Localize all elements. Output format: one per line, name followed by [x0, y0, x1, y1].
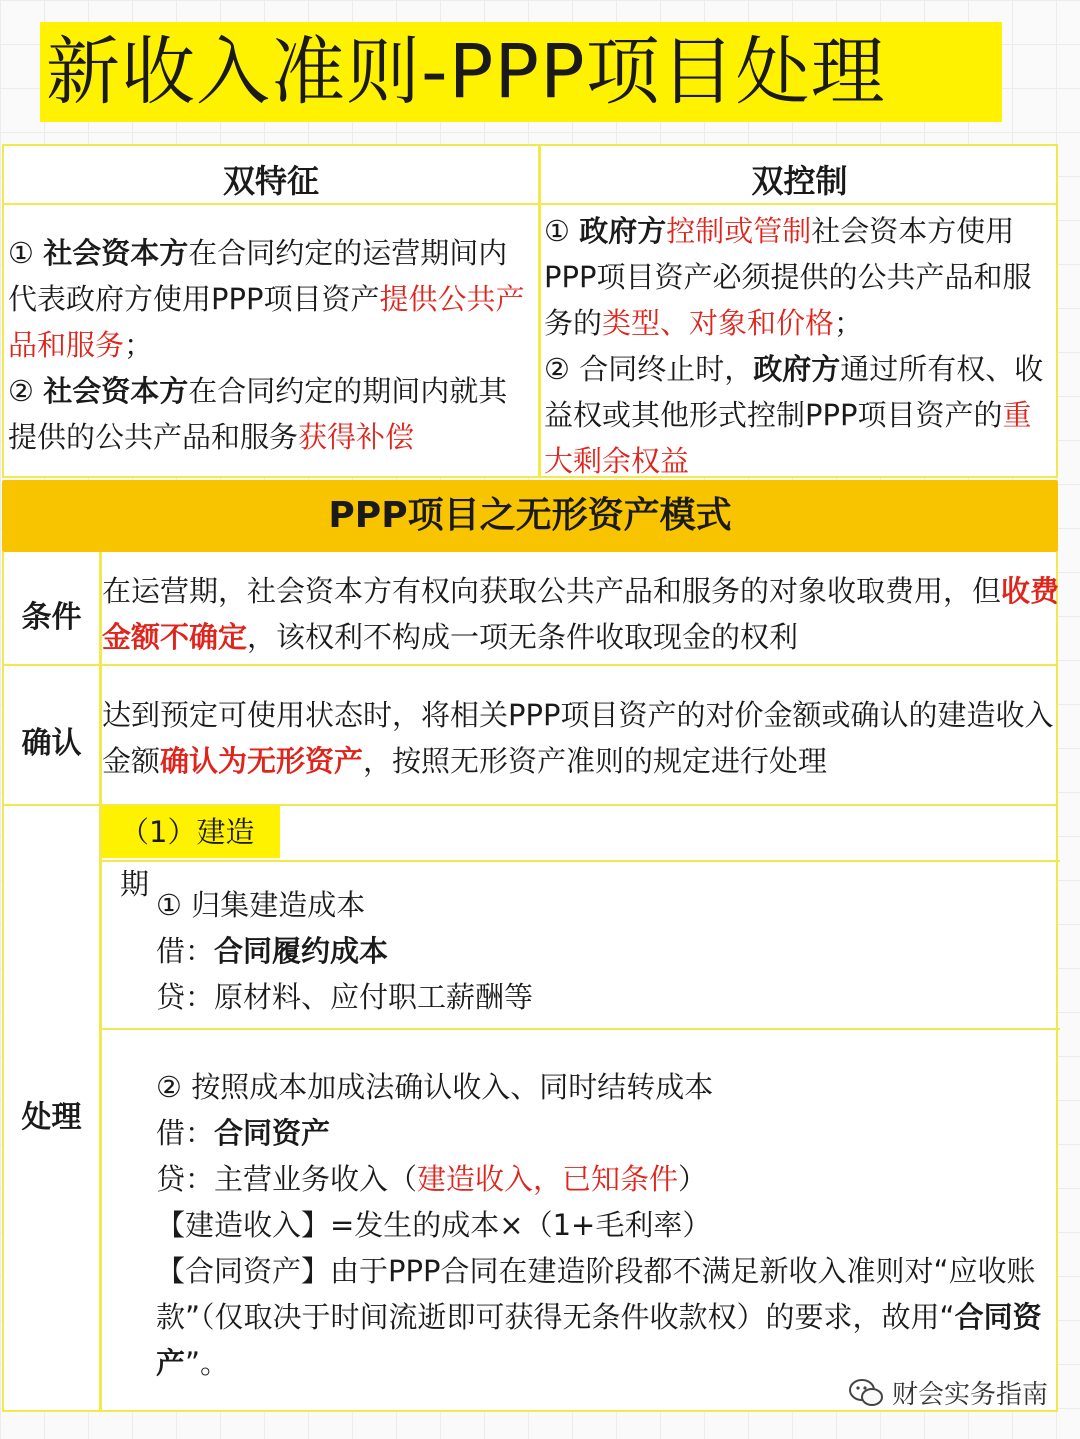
recognition-text [102, 692, 1060, 784]
credit-label: 贷：主营业务收入（ [156, 1162, 418, 1196]
credit-label: 贷： [156, 980, 215, 1014]
debit-label: 借： [156, 934, 215, 968]
credit-highlight: 建造收入，已知条件 [417, 1162, 679, 1196]
dual-features-cell [8, 230, 536, 460]
item-text: 社会资本方使用PPP项目资产必须提供的公共产品和服务的 [544, 214, 1032, 340]
credit-account: 原材料、应付职工薪酬等 [214, 980, 534, 1014]
item-subject: 社会资本方 [43, 236, 189, 270]
item-highlight: 类型、对象和价格 [602, 306, 835, 340]
recognition-text-a: 达到预定可使用状态时，将相关PPP项目资产的对价金额或确认的建造收入金额 [102, 698, 1054, 778]
label-column-divider [99, 552, 102, 1410]
debit-account: 合同资产 [214, 1116, 331, 1150]
item-highlight: 提供公共产品和服务 [8, 282, 525, 362]
note-text-b: ”。 [185, 1346, 230, 1380]
row-divider [102, 1028, 1060, 1030]
credit-line [156, 974, 533, 1020]
dual-control-header: 双控制 [751, 162, 848, 200]
feature-item-1 [8, 230, 536, 368]
item-highlight: 获得补偿 [298, 420, 415, 454]
section-title: PPP项目之无形资产模式 [328, 495, 732, 536]
page-title: 新收入准则-PPP项目处理 [46, 29, 886, 115]
control-item-2 [544, 346, 1058, 484]
watermark-text: 财会实务指南 [891, 1380, 1048, 1410]
contract-asset-note [156, 1248, 1056, 1386]
condition-label: 条件 [21, 600, 82, 635]
revenue-formula: 【建造收入】=发生的成本×（1+毛利率） [156, 1208, 712, 1242]
title-banner [40, 22, 1002, 122]
credit-line [156, 1156, 1056, 1202]
condition-text-a: 在运营期，社会资本方有权向获取公共产品和服务的对象收取费用，但 [102, 574, 1002, 608]
item-suffix: ； [834, 306, 864, 340]
condition-text-b: ，该权利不构成一项无条件收取现金的权利 [247, 620, 799, 654]
item-prefix: ② 合同终止时， [544, 352, 754, 386]
features-control-table [2, 144, 1058, 478]
control-item-1 [544, 208, 1058, 346]
item-subject: 政府方 [579, 214, 667, 248]
item-prefix: ② [8, 374, 44, 408]
revenue-recognition-block [156, 1064, 1056, 1386]
construction-period-tag [102, 806, 280, 901]
row-divider [4, 664, 1056, 666]
condition-highlight: 收费金额不确定 [102, 574, 1060, 654]
step-title: ② 按照成本加成法确认收入、同时结转成本 [156, 1070, 714, 1104]
item-prefix: ① [544, 214, 580, 248]
debit-account: 合同履约成本 [214, 934, 389, 968]
feature-item-2 [8, 368, 536, 460]
dual-control-cell [544, 208, 1058, 484]
header-divider [4, 203, 1056, 205]
recognition-highlight: 确认为无形资产 [160, 744, 364, 778]
item-subject: 社会资本方 [43, 374, 189, 408]
item-subject: 政府方 [753, 352, 841, 386]
debit-line [156, 1110, 1056, 1156]
item-text: 在合同约定的运营期间内代表政府方使用PPP项目资产 [8, 236, 508, 316]
item-highlight: 重大剩余权益 [544, 398, 1032, 478]
recognition-label: 确认 [21, 726, 82, 761]
debit-line [156, 928, 533, 974]
debit-label: 借： [156, 1116, 215, 1150]
item-prefix: ① [8, 236, 44, 270]
step-title: ① 归集建造成本 [156, 888, 366, 922]
item-text: 通过所有权、收益权或其他形式控制PPP项目资产的 [544, 352, 1044, 432]
wechat-icon [848, 1378, 884, 1408]
cost-collection-block [156, 882, 533, 1020]
watermark [848, 1374, 1048, 1411]
section-header [2, 480, 1058, 552]
intangible-asset-table [2, 552, 1058, 1412]
item-highlight: 控制或管制 [666, 214, 812, 248]
processing-label: 处理 [21, 1100, 82, 1135]
item-text: 在合同约定的期间内就其提供的公共产品和服务 [8, 374, 508, 454]
condition-text [102, 568, 1060, 660]
credit-end: ） [678, 1162, 708, 1196]
dual-features-header: 双特征 [222, 162, 319, 200]
note-text-a: 【合同资产】由于PPP合同在建造阶段都不满足新收入准则对“应收账款”（仅取决于时间流逝即可获得无条件收款权）的要求，故用“ [156, 1254, 1036, 1334]
construction-period-label: （1）建造期 [120, 815, 255, 901]
note-bold: 合同资产 [156, 1300, 1042, 1380]
item-suffix: ； [124, 328, 154, 362]
recognition-text-b: ，按照无形资产准则的规定进行处理 [363, 744, 828, 778]
